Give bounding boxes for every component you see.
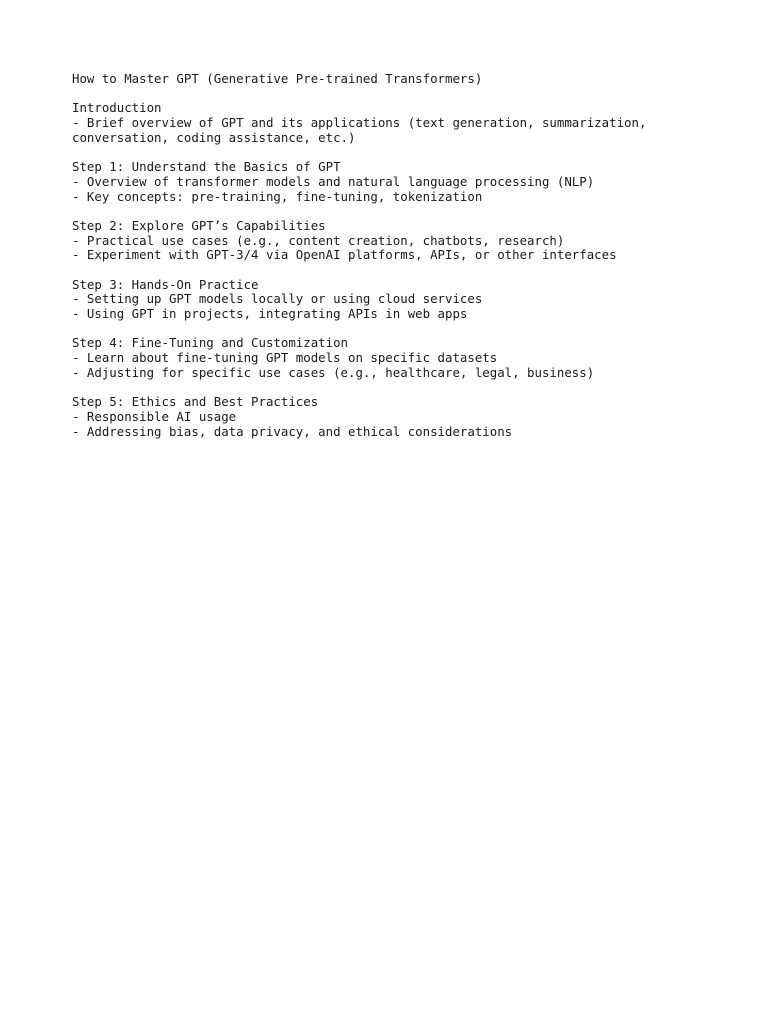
section-line: conversation, coding assistance, etc.): [72, 129, 356, 145]
section-heading: Introduction: [72, 100, 162, 116]
section-heading: Step 1: Understand the Basics of GPT: [72, 159, 341, 175]
section-heading: Step 4: Fine-Tuning and Customization: [72, 335, 349, 351]
section-step-4: [72, 336, 728, 380]
section-heading: Step 5: Ethics and Best Practices: [72, 394, 319, 410]
section-line: - Practical use cases (e.g., content creation, chatbots, research): [72, 232, 565, 248]
section-line: - Key concepts: pre-training, fine-tuning, tokenization: [72, 188, 483, 204]
section-line: - Responsible AI usage: [72, 408, 237, 424]
section-introduction: [72, 101, 728, 145]
section-line: - Adjusting for specific use cases (e.g., healthcare, legal, business): [72, 364, 595, 380]
section-line: - Brief overview of GPT and its applications (text generation, summarization,: [72, 115, 647, 131]
section-heading: Step 3: Hands-On Practice: [72, 276, 259, 292]
section-heading: Step 2: Explore GPT’s Capabilities: [72, 217, 326, 233]
section-line: - Overview of transformer models and natural language processing (NLP): [72, 173, 595, 189]
section-step-3: [72, 278, 728, 322]
document-title: How to Master GPT (Generative Pre-trained Transformers): [72, 71, 483, 86]
section-step-5: [72, 395, 728, 439]
section-line: - Addressing bias, data privacy, and ethical considerations: [72, 423, 513, 439]
section-line: - Learn about fine-tuning GPT models on specific datasets: [72, 350, 498, 366]
section-line: - Using GPT in projects, integrating APIs in web apps: [72, 306, 468, 321]
section-line: - Experiment with GPT-3/4 via OpenAI platforms, APIs, or other interfaces: [72, 247, 617, 263]
section-line: - Setting up GPT models locally or using cloud services: [72, 291, 483, 307]
section-step-1: [72, 160, 728, 204]
section-step-2: [72, 219, 728, 263]
